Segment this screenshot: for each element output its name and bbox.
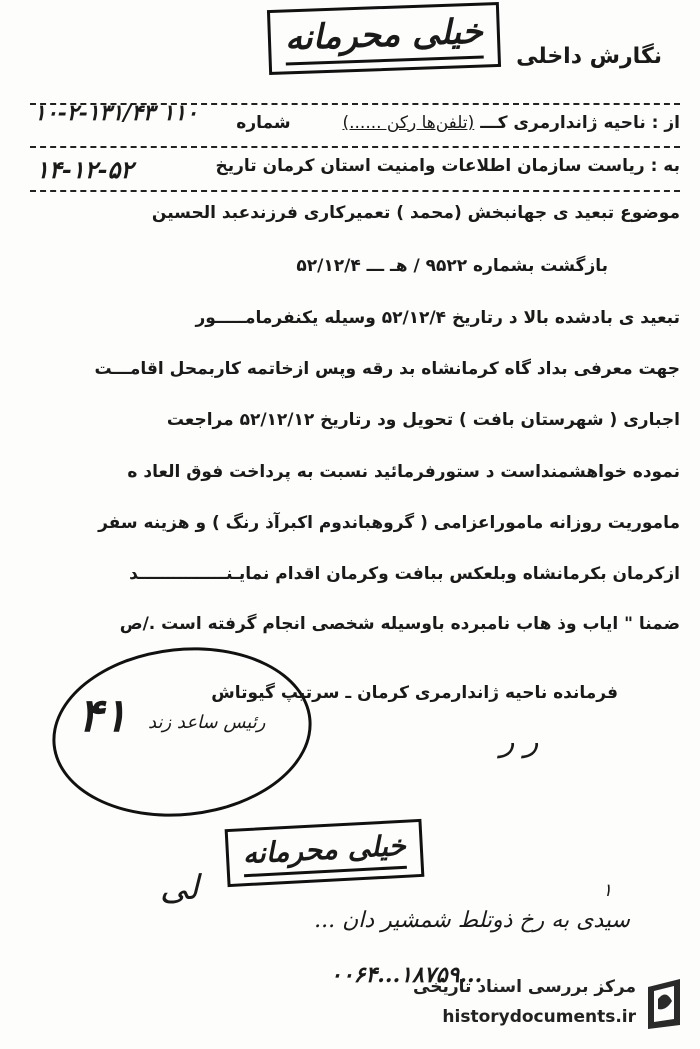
circled-note: رئیس ساعد زند (148, 712, 266, 733)
body-line-5: ماموریت روزانه ماموراعزامی ( گروهباندوم اکبرآذ رنگ ) و هزینه سفر (98, 513, 680, 533)
body-line-2: جهت معرفی بداد گاه کرمانشاه بد رقه وپس ازخاتمه کاربمحل اقامـــت (94, 359, 680, 379)
to-divider (30, 190, 680, 192)
note-left-scribble: لی (160, 868, 199, 908)
to-label: به : (650, 156, 680, 176)
subject-line: موضوع تبعید ی جهانبخش (محمد ) تعمیرکاری فرزندعبد الحسین (151, 203, 680, 223)
to-date: ۱۴-۱۲-۵۲ (36, 155, 134, 184)
body-line-6: ازکرمان بکرمانشاه وبلعکس ببافت وکرمان اقدام نمایـنـــــــــــــــد (129, 564, 680, 584)
classification-stamp-bottom-text: خیلی محرمانه (242, 828, 407, 871)
reference-line: بازگشت بشماره ۹۵۲۲ / هـ ـــ ۵۲/۱۲/۴ (296, 256, 608, 276)
archive-watermark (412, 971, 692, 1041)
from-label: از : (651, 113, 680, 133)
circled-number: ۴۱ (78, 688, 128, 742)
to-line (216, 156, 681, 176)
classification-stamp-bottom (225, 819, 425, 887)
archive-logo-icon (640, 975, 688, 1031)
watermark-title: مرکز بررسی اسناد تاریخی (413, 977, 636, 997)
body-line-1: تبعید ی بادشده بالا د رتاریخ ۵۲/۱۲/۴ وسیله یکنفرمامـــــور (195, 308, 680, 328)
signature-text: فرمانده ناحیه ژاندارمری کرمان ـ سرتیپ گیوتاش (211, 683, 618, 703)
from-divider (30, 146, 680, 148)
from-text: ناحیه ژاندارمری کـــ (480, 113, 646, 133)
watermark-url: historydocuments.ir (442, 1007, 636, 1027)
body-line-7: ضمنا " ایاب وذ هاب نامبرده باوسیله شخصی انجام گرفته است ./ص (119, 614, 680, 634)
signature-scribble: ر ر (500, 724, 539, 759)
body-line-4: نموده خواهشمنداست د ستورفرمائید نسبت به پرداخت فوق العاد ه (127, 462, 680, 482)
note-line-2: سیدی به رخ ذوتلط شمشیر دان ... (314, 908, 630, 933)
to-text: ریاست سازمان اطلاعات وامنیت استان کرمان تاریخ (215, 156, 645, 176)
number-label: شماره (236, 113, 291, 133)
from-parenthetical: (تلفن‌ها رکن ......) (342, 113, 475, 133)
classification-stamp-top-text: خیلی محرمانه (284, 11, 484, 59)
archive-number: ۰۰۶۴...۱۸۷۵۹... (330, 962, 483, 988)
form-title: نگارش داخلی (516, 44, 662, 69)
classification-stamp-top (267, 2, 501, 75)
body-line-3: اجباری ( شهرستان بافت ) تحویل ود رتاریخ ۵۲/۱۲/۱۲ مراجعت (166, 410, 680, 430)
note-line-1: ۱ (602, 880, 612, 901)
from-line (236, 113, 680, 133)
number-value: ۱۰-۲-۱۳۱/۴۳ ۱۱۰ (34, 100, 198, 126)
